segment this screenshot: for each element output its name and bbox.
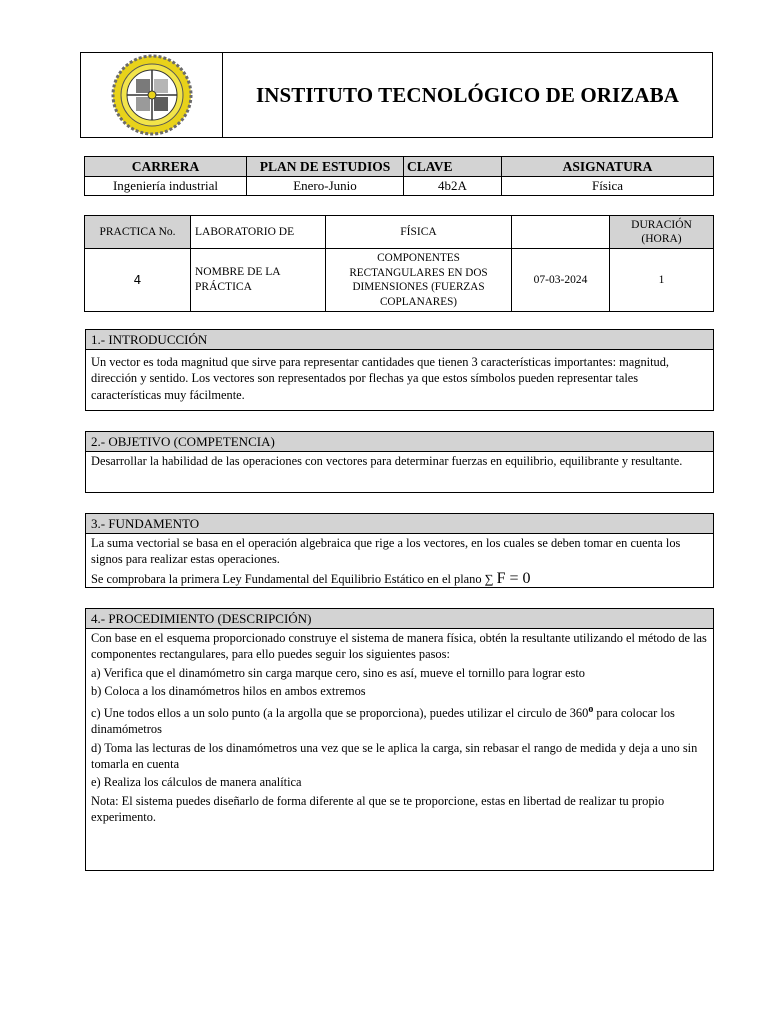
practica-label: PRACTICA No. (85, 216, 191, 249)
practica-number: 4 (85, 249, 191, 312)
section-body-2 (86, 569, 713, 588)
procedimiento-intro: Con base en el esquema proporcionado construye el sistema de manera física, obtén la resultante utilizando el método de las componentes rectangulares, para ello puedes seguir los siguientes pasos: (91, 631, 707, 662)
step-d: d) Toma las lecturas de los dinamómetros una vez que se le aplica la carga, sin rebasar el rango de medida y deja a uno sin tomarla en cuenta (91, 740, 698, 771)
step-e: e) Realiza los cálculos de manera analítica (91, 775, 302, 790)
header-clave: CLAVE (404, 157, 502, 177)
header-box (80, 52, 713, 138)
header-carrera: CARRERA (85, 157, 247, 177)
practice-table (84, 215, 714, 312)
section-title: 2.- OBJETIVO (COMPETENCIA) (86, 432, 713, 452)
laboratorio-label: LABORATORIO DE (191, 216, 326, 249)
duracion-value: 1 (610, 249, 714, 312)
section-introduccion (85, 329, 714, 411)
step-c (86, 701, 713, 739)
header-plan: PLAN DE ESTUDIOS (247, 157, 404, 177)
sum-symbol: ∑ (484, 571, 494, 586)
section-title: 4.- PROCEDIMIENTO (DESCRIPCIÓN) (86, 609, 713, 629)
info-table (84, 156, 714, 196)
nombre-value: COMPONENTES RECTANGULARES EN DOS DIMENSIONES (FUERZAS COPLANARES) (326, 249, 512, 312)
step-c-text: c) Une todos ellos a un solo punto (a la argolla que se proporciona), puedes utilizar el circulo de 360 (91, 705, 589, 720)
step-c-text-2: para colocar los dinamómetros (91, 705, 675, 737)
logo-cell (81, 53, 223, 137)
section-body: Desarrollar la habilidad de las operaciones con vectores para determinar fuerzas en equilibrio, equilibrante y resultante. (91, 454, 683, 468)
value-carrera: Ingeniería industrial (85, 177, 247, 196)
fecha-value: 07-03-2024 (512, 249, 610, 312)
section-body: La suma vectorial se basa en el operación algebraica que rige a los vectores, en los cuales se deben tomar en cuenta los signos para realizar estas operaciones. (91, 536, 681, 567)
empty-cell (512, 216, 610, 249)
duracion-label: DURACIÓN (HORA) (610, 216, 714, 249)
value-clave: 4b2A (404, 177, 502, 196)
section-objetivo (85, 431, 714, 493)
section-title: 3.- FUNDAMENTO (86, 514, 713, 534)
degree-symbol: o (588, 703, 594, 715)
page-title: INSTITUTO TECNOLÓGICO DE ORIZABA (255, 82, 680, 107)
nombre-label: NOMBRE DE LA PRÁCTICA (191, 249, 326, 312)
nota: Nota: El sistema puedes diseñarlo de forma diferente al que se te proporcione, estas en libertad de realizar tu propio experimento. (91, 793, 665, 825)
section-title: 1.- INTRODUCCIÓN (86, 330, 713, 350)
institute-seal-logo (109, 54, 195, 136)
step-a: a) Verifica que el dinamómetro sin carga marque cero, sino es así, mueve el tornillo para lograr esto (91, 665, 585, 680)
laboratorio-value: FÍSICA (326, 216, 512, 249)
section-body: Un vector es toda magnitud que sirve para representar cantidades que tienen 3 características importantes: magnitud, dirección y sentido. Los vectores son representados por flechas ya que estos símbolos pueden representar tales características muy fácilmente. (91, 355, 670, 402)
value-asignatura: Física (502, 177, 714, 196)
header-asignatura: ASIGNATURA (502, 157, 714, 177)
section-fundamento (85, 513, 714, 588)
step-b: b) Coloca a los dinamómetros hilos en ambos extremos (91, 684, 366, 699)
section-procedimiento (85, 608, 714, 871)
value-plan: Enero-Junio (247, 177, 404, 196)
fundamento-text: Se comprobara la primera Ley Fundamental del Equilibrio Estático en el plano (91, 571, 482, 586)
equilibrium-formula: F = 0 (496, 569, 531, 587)
